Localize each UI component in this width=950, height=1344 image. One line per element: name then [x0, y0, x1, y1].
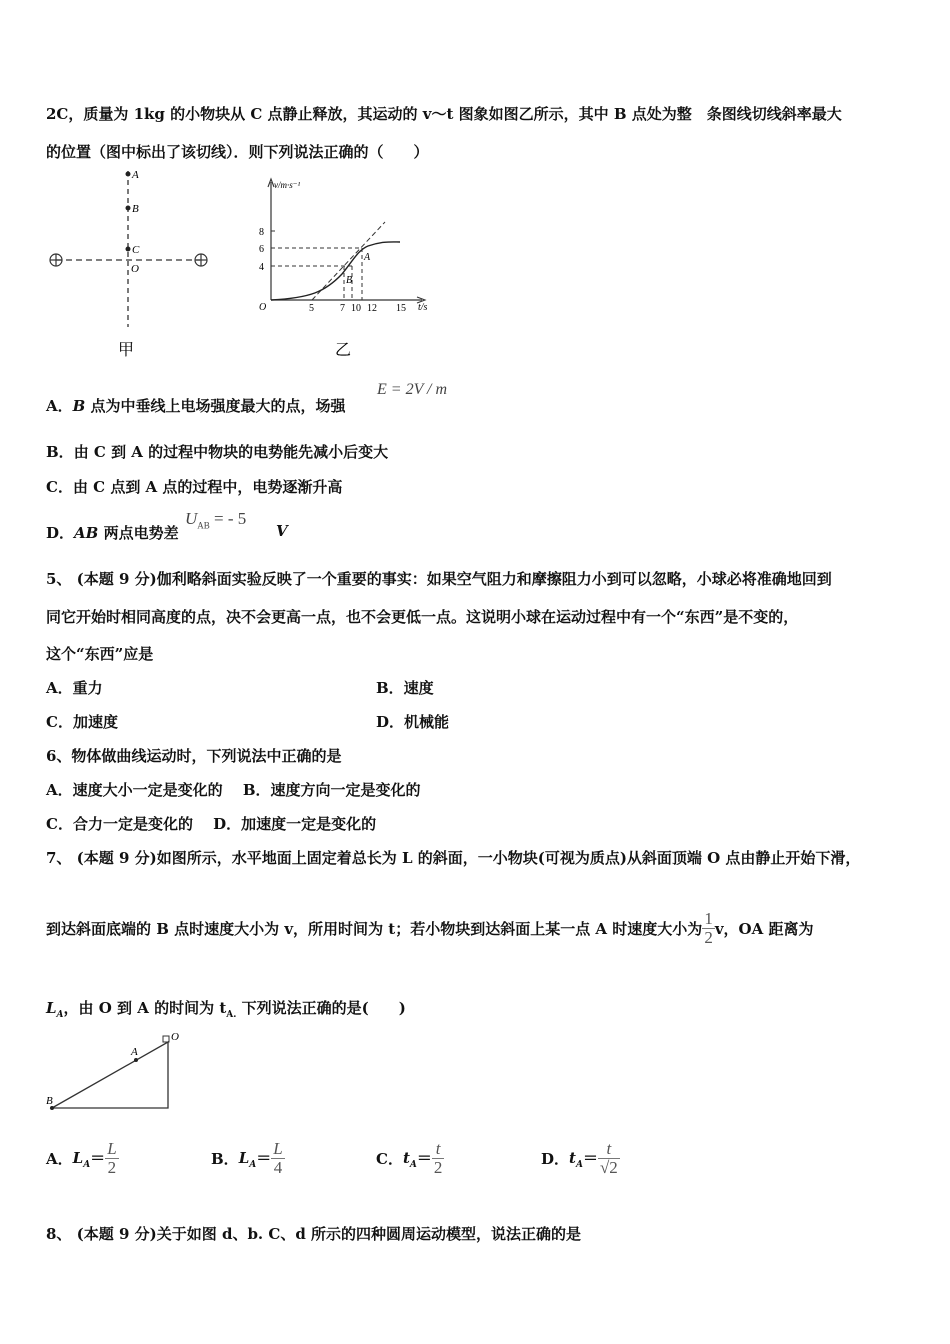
q5-option-a: A．重力 — [46, 679, 103, 697]
x-tick-12: 12 — [367, 303, 377, 314]
q6-stem: 6、物体做曲线运动时，下列说法中正确的是 — [46, 747, 342, 765]
point-label-c: C — [132, 244, 140, 256]
incline-label-b: B — [46, 1095, 53, 1107]
q4-option-a: A．B 点为中垂线上电场强度最大的点，场强 — [46, 397, 346, 415]
y-tick-4: 4 — [259, 262, 264, 273]
point-label-o: O — [131, 263, 139, 275]
q4-figure-yi — [250, 170, 450, 365]
y-tick-6: 6 — [259, 244, 264, 255]
x-tick-5: 5 — [309, 303, 314, 314]
q5-stem-line1: 5、 (本题 9 分)伽利略斜面实验反映了一个重要的事实：如果空气阻力和摩擦阻力小到可以忽略，小球必将准确地回到 — [46, 570, 832, 588]
q6-options-row1: A．速度大小一定是变化的 B．速度方向一定是变化的 — [46, 781, 421, 799]
q4-option-a-formula: E = 2V / m — [377, 381, 448, 398]
q5-stem-line2: 同它开始时相同高度的点，决不会更高一点，也不会更低一点。这说明小球在运动过程中有一个“东西”是不变的， — [46, 608, 799, 626]
q7-option-b: B．$L_A=$ $\frac{L}{4}$ — [211, 1139, 283, 1177]
q7-stem-line3: $L_A$，由 O 到 A 的时间为 $t_{A.}$ 下列说法正确的是( ) — [46, 999, 406, 1020]
q6-options-row2: C．合力一定是变化的 D．加速度一定是变化的 — [46, 815, 377, 833]
q5-option-c: C．加速度 — [46, 713, 118, 731]
incline-label-o: O — [171, 1031, 179, 1043]
q7-stem-line1: 7、 (本题 9 分)如图所示，水平地面上固定着总长为 L 的斜面，一小物块(可视为质点)从斜面顶端 O 点由静止开始下滑， — [46, 849, 861, 867]
x-tick-7: 7 — [340, 303, 345, 314]
q4-figure-jia — [40, 165, 230, 365]
curve-point-a: A — [364, 252, 371, 263]
q8-stem: 8、 (本题 9 分)关于如图 d、b. C、d 所示的四种圆周运动模型，说法正确的是 — [46, 1225, 582, 1243]
origin-label: O — [259, 302, 267, 313]
figure-caption-jia: 甲 — [118, 342, 135, 359]
q5-option-b: B．速度 — [376, 679, 434, 697]
q4-option-d-formula: $U_{AB}$ = - 5 — [185, 509, 247, 531]
y-tick-8: 8 — [259, 227, 264, 238]
q7-half-fraction: $\frac{1}{2}$ — [704, 909, 713, 947]
point-label-b: B — [132, 203, 139, 215]
q7-option-a: A．$L_A=$ $\frac{L}{2}$ — [46, 1139, 117, 1177]
q4-option-d: D．AB 两点电势差 — [46, 524, 179, 542]
incline-label-a: A — [131, 1046, 138, 1058]
x-tick-10: 10 — [351, 303, 361, 314]
q4-stem-line2: 的位置（图中标出了该切线）．则下列说法正确的（ ） — [46, 143, 429, 161]
q7-incline-figure — [40, 1025, 200, 1120]
y-axis-label: v/m·s⁻¹ — [274, 180, 301, 190]
q5-stem-line3: 这个“东西”应是 — [46, 645, 154, 663]
q5-option-d: D．机械能 — [376, 713, 450, 731]
q4-stem-line1: 2C，质量为 1kg 的小物块从 C 点静止释放，其运动的 v～t 图象如图乙所示，其中 B 点处为整 条图线切线斜率最大 — [46, 105, 842, 123]
x-tick-15: 15 — [396, 303, 406, 314]
q4-option-b: B．由 C 到 A 的过程中物块的电势能先减小后变大 — [46, 443, 389, 461]
q4-option-d-unit: V — [276, 522, 288, 540]
x-axis-label: t/s — [418, 302, 428, 313]
curve-point-b: B — [346, 275, 353, 286]
figure-caption-yi: 乙 — [335, 342, 352, 359]
q7-option-d: D．$t_A=$ $\frac{t}{√2}$ — [541, 1139, 618, 1177]
q7-stem-line2: 到达斜面底端的 B 点时速度大小为 v，所用时间为 t；若小物块到达斜面上某一点 A 时速度大小为 $\frac{1}{2}$ v，OA 距离为 — [46, 909, 814, 947]
q7-option-c: C．$t_A=$ $\frac{t}{2}$ — [376, 1139, 443, 1177]
point-label-a: A — [132, 169, 139, 181]
q4-option-c: C．由 C 点到 A 点的过程中，电势逐渐升高 — [46, 478, 343, 496]
